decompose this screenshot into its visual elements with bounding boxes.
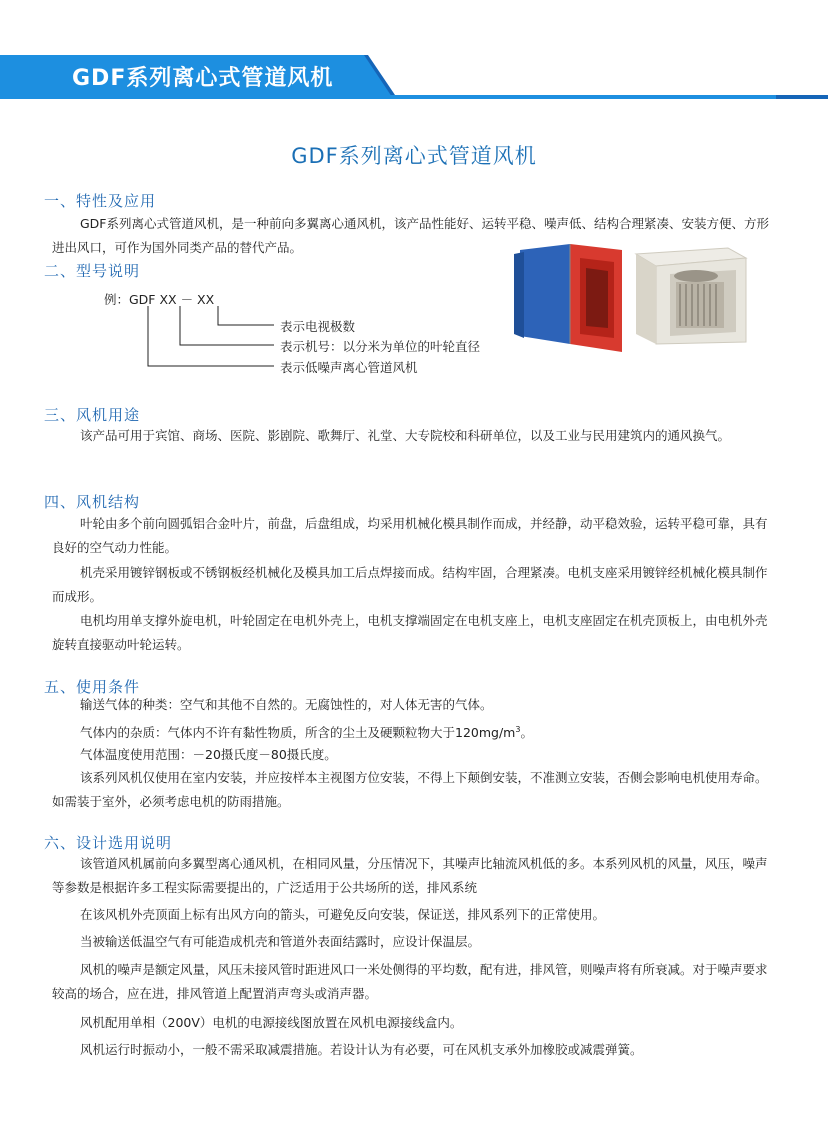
structure-text-motor: 电机均用单支撑外旋电机，叶轮固定在电机外壳上，电机支撑端固定在电机支座上，电机支座固定在机壳顶板上，由电机外壳旋转直接驱动叶轮运转。 xyxy=(52,613,768,652)
banner-title: GDF系列离心式管道风机 xyxy=(72,66,334,91)
features-text: GDF系列离心式管道风机，是一种前向多翼离心通风机，该产品性能好、运转平稳、噪声低、结构合理紧凑、安装方便、方形进出风口，可作为国外同类产品的替代产品。 xyxy=(52,216,770,255)
conditions-gas-type: 输送气体的种类：空气和其他不自然的。无腐蚀性的，对人体无害的气体。 xyxy=(80,697,493,712)
fan-image-open xyxy=(632,244,750,346)
model-example: 例：GDF XX － XX xyxy=(104,292,215,307)
design-text-6: 风机运行时振动小，一般不需采取减震措施。若设计认为有必要，可在风机支承外加橡胶或减震弹簧。 xyxy=(80,1042,643,1057)
section-heading-structure: 四、风机结构 xyxy=(44,493,141,511)
header-banner xyxy=(0,55,828,105)
model-label-type: 表示低噪声离心管道风机 xyxy=(280,360,418,375)
model-label-size: 表示机号：以分米为单位的叶轮直径 xyxy=(280,339,481,354)
page-title: GDF系列离心式管道风机 xyxy=(291,144,537,168)
fan-image-red xyxy=(510,244,630,359)
model-label-poles: 表示电视极数 xyxy=(280,319,356,334)
conditions-temperature: 气体温度使用范围：－20摄氏度－80摄氏度。 xyxy=(80,747,337,762)
design-text-2: 在该风机外壳顶面上标有出风方向的箭头，可避免反向安装，保证送，排风系列下的正常使用。 xyxy=(80,907,606,922)
design-text-3: 当被输送低温空气有可能造成机壳和管道外表面结露时，应设计保温层。 xyxy=(80,934,481,949)
section-heading-conditions: 五、使用条件 xyxy=(44,678,141,696)
section-heading-usage: 三、风机用途 xyxy=(44,406,141,424)
design-text-4: 风机的噪声是额定风量，风压未接风管时距进风口一米处侧得的平均数，配有进，排风管，则噪声将有所衰减。对于噪声要求较高的场合，应在进，排风管道上配置消声弯头或消声器。 xyxy=(52,962,768,1001)
design-text-1: 该管道风机属前向多翼型离心通风机，在相同风量，分压情况下，其噪声比轴流风机低的多。本系列风机的风量，风压，噪声等参数是根据许多工程实际需要提出的，广泛适用于公共场所的送，排风系统 xyxy=(52,856,768,895)
structure-text-impeller: 叶轮由多个前向圆弧铝合金叶片，前盘，后盘组成，均采用机械化模具制作而成，并经静，动平稳效验，运转平稳可靠，具有良好的空气动力性能。 xyxy=(52,516,768,555)
section-heading-model: 二、型号说明 xyxy=(44,262,141,280)
conditions-installation: 该系列风机仅使用在室内安装，并应按样本主视图方位安装，不得上下颠倒安装，不准测立安装，否侧会影响电机使用寿命。如需装于室外，必须考虑电机的防雨措施。 xyxy=(52,770,768,809)
structure-text-casing: 机壳采用镀锌钢板或不锈钢板经机械化及模具加工后点焊接而成。结构牢固，合理紧凑。电机支座采用镀锌经机械化模具制作而成形。 xyxy=(52,565,768,604)
design-text-5: 风机配用单相（200V）电机的电源接线图放置在风机电源接线盒内。 xyxy=(80,1015,463,1030)
usage-text: 该产品可用于宾馆、商场、医院、影剧院、歌舞厅、礼堂、大专院校和科研单位，以及工业与民用建筑内的通风换气。 xyxy=(80,428,731,443)
model-diagram-lines xyxy=(140,300,280,380)
section-heading-features: 一、特性及应用 xyxy=(44,192,157,210)
section-heading-design: 六、设计选用说明 xyxy=(44,834,173,852)
conditions-impurities: 气体内的杂质：气体内不许有黏性物质，所含的尘土及硬颗粒物大于$120mg/m^3$。 xyxy=(80,725,533,741)
